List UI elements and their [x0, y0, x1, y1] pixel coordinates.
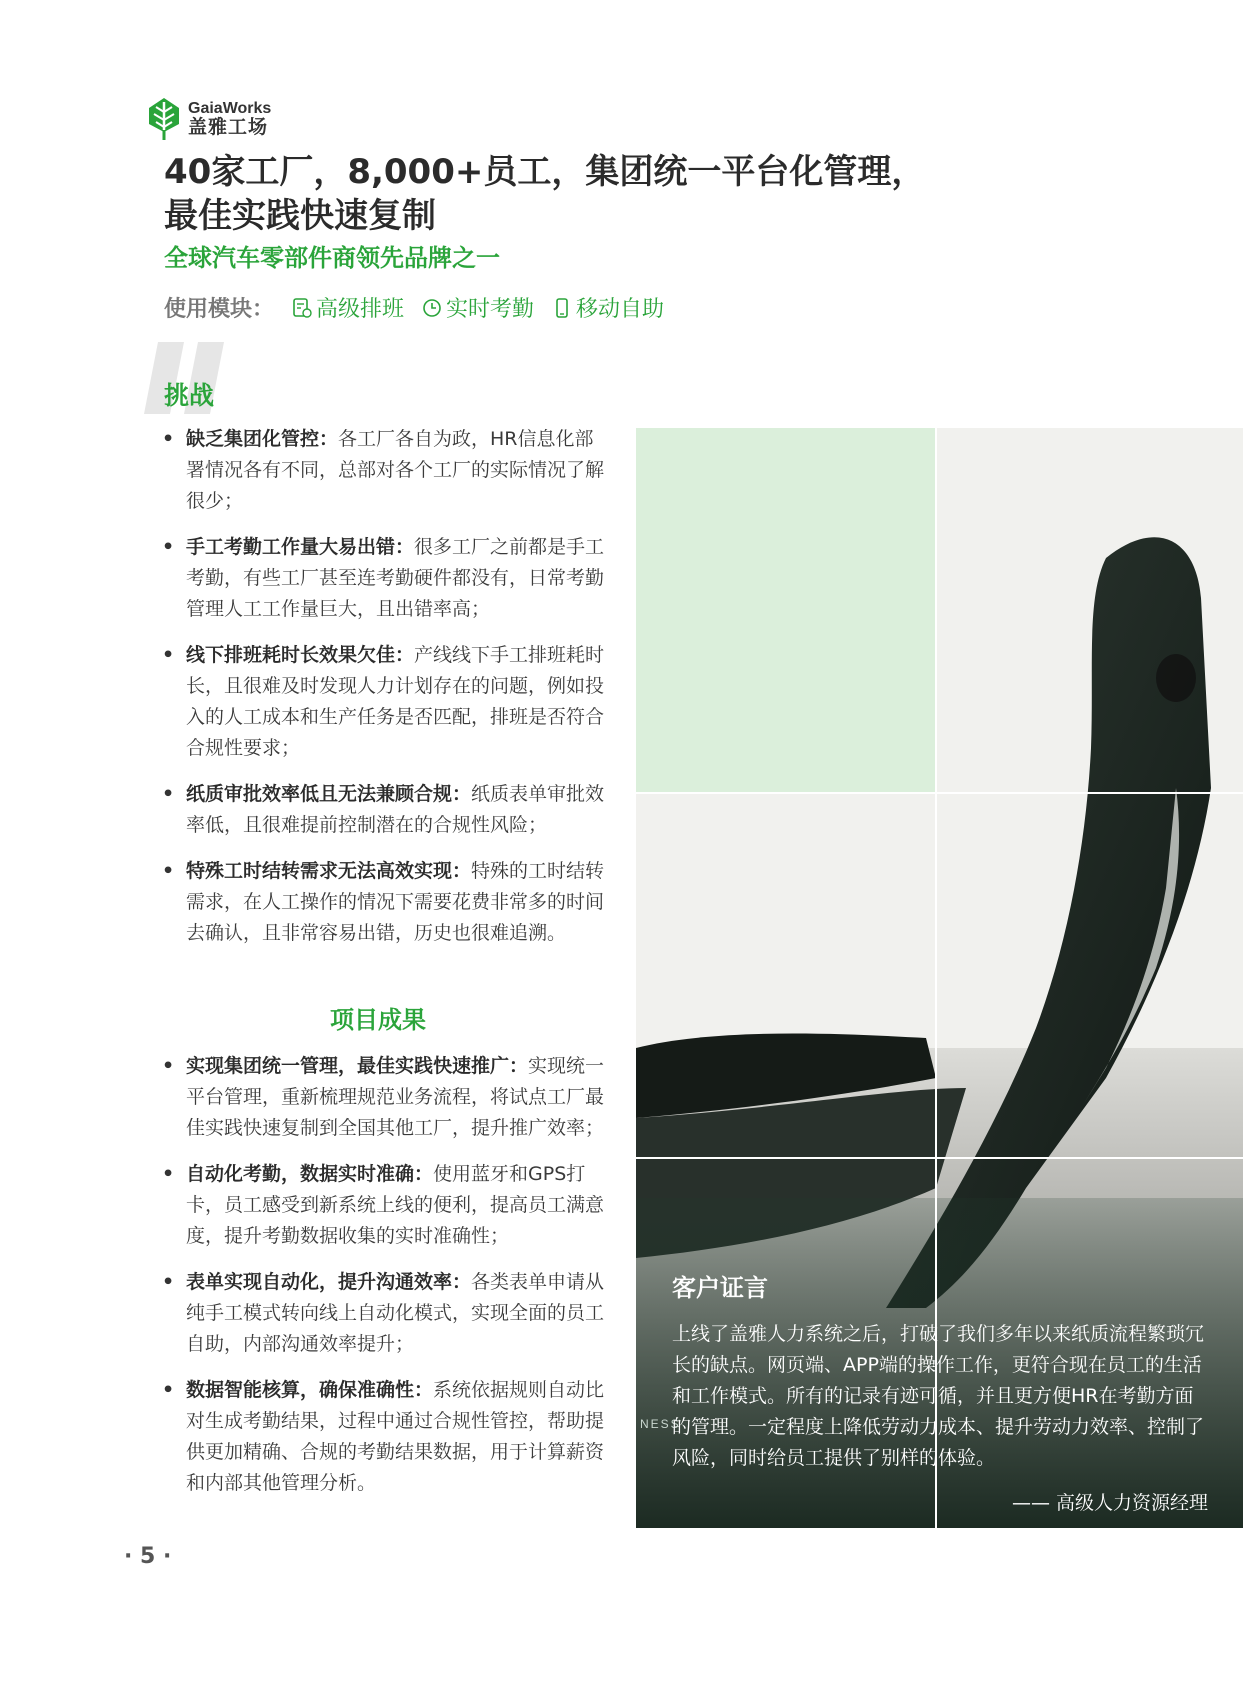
module-label: 高级排班 — [316, 297, 405, 322]
mobile-icon — [552, 297, 572, 319]
item-text: 特殊的工时结转需求，在人工操作的情况下需要花费非常多的时间去确认，且非常容易出错，历史也很难追溯。 — [186, 860, 605, 944]
item-bold: 实现集团统一管理，最佳实践快速推广： — [186, 1055, 529, 1077]
brand-name-en: GaiaWorks — [188, 99, 272, 117]
result-list — [160, 1051, 610, 1514]
tree-logo-icon — [146, 96, 182, 142]
page-title — [164, 150, 1064, 238]
title-line-1: 40家工厂，8,000+员工，集团统一平台化管理， — [164, 152, 926, 192]
item-bold: 纸质审批效率低且无法兼顾合规： — [186, 783, 472, 805]
page-subtitle: 全球汽车零部件商领先品牌之一 — [164, 244, 500, 272]
challenge-heading: 挑战 — [164, 381, 215, 410]
challenge-list — [160, 424, 610, 964]
item-bold: 缺乏集团化管控： — [186, 428, 339, 450]
testimonial-title: 客户证言 — [672, 1274, 768, 1302]
list-item: • 实现集团统一管理，最佳实践快速推广：实现统一平台管理，重新梳理规范业务流程，将试点工厂最佳实践快速复制到全国其他工厂，提升推广效率； — [162, 1055, 605, 1139]
item-bold: 数据智能核算，确保准确性： — [186, 1379, 434, 1401]
module-schedule — [292, 292, 404, 323]
testimonial-author: —— 高级人力资源经理 — [1011, 1492, 1208, 1514]
list-item: • 手工考勤工作量大易出错：很多工厂之前都是手工考勤，有些工厂甚至连考勤硬件都没有，日常考勤管理人工工作量巨大，且出错率高； — [162, 536, 605, 620]
result-heading: 项目成果 — [330, 1006, 426, 1034]
schedule-icon — [292, 297, 312, 319]
item-bold: 线下排班耗时长效果欠佳： — [186, 644, 415, 666]
list-item: • 自动化考勤，数据实时准确：使用蓝牙和GPS打卡，员工感受到新系统上线的便利，提高员工满意度，提升考勤数据收集的实时准确性； — [162, 1163, 605, 1247]
clock-icon — [422, 297, 442, 319]
list-item: • 纸质审批效率低且无法兼顾合规：纸质表单审批效率低，且很难提前控制潜在的合规性风险； — [162, 783, 605, 836]
item-text: 实现统一平台管理，重新梳理规范业务流程，将试点工厂最佳实践快速复制到全国其他工厂，提升推广效率； — [186, 1055, 605, 1139]
item-text: 纸质表单审批效率低，且很难提前控制潜在的合规性风险； — [186, 783, 605, 836]
item-text: 各类表单申请从纯手工模式转向线上自动化模式，实现全面的员工自助，内部沟通效率提升； — [186, 1271, 605, 1355]
item-bold: 自动化考勤，数据实时准确： — [186, 1163, 434, 1185]
item-text: 系统依据规则自动比对生成考勤结果，过程中通过合规性管控，帮助提供更加精确、合规的考勤结果数据，用于计算薪资和内部其他管理分析。 — [186, 1379, 605, 1494]
list-item: • 特殊工时结转需求无法高效实现：特殊的工时结转需求，在人工操作的情况下需要花费非常多的时间去确认，且非常容易出错，历史也很难追溯。 — [162, 860, 605, 944]
photo-caption: NESS — [640, 1417, 681, 1431]
testimonial-body: 上线了盖雅人力系统之后，打破了我们多年以来纸质流程繁琐冗长的缺点。网页端、APP端的操作工作，更符合现在员工的生活和工作模式。所有的记录有迹可循，并且更方便HR在考勤方面的管理。一定程度上降低劳动力成本、提升劳动力效率、控制了风险，同时给员工提供了别样的体验。 — [672, 1323, 1205, 1469]
item-bold: 表单实现自动化，提升沟通效率： — [186, 1271, 472, 1293]
list-item: • 线下排班耗时长效果欠佳：产线线下手工排班耗时长，且很难及时发现人力计划存在的问题，例如投入的人工成本和生产任务是否匹配，排班是否符合合规性要求； — [162, 644, 605, 759]
item-bold: 特殊工时结转需求无法高效实现： — [186, 860, 472, 882]
item-text: 很多工厂之前都是手工考勤，有些工厂甚至连考勤硬件都没有，日常考勤管理人工工作量巨大，且出错率高； — [186, 536, 605, 620]
module-mobile — [552, 292, 664, 323]
title-line-2: 最佳实践快速复制 — [164, 196, 436, 236]
page-number: · 5 · — [124, 1544, 172, 1569]
brand-name-cn: 盖雅工场 — [188, 116, 269, 139]
item-text: 使用蓝牙和GPS打卡，员工感受到新系统上线的便利，提高员工满意度，提升考勤数据收集的实时准确性； — [186, 1163, 605, 1247]
modules-label: 使用模块： — [164, 297, 275, 322]
item-bold: 手工考勤工作量大易出错： — [186, 536, 415, 558]
module-label: 移动自助 — [576, 297, 665, 322]
brand-logo — [146, 96, 271, 142]
list-item: • 表单实现自动化，提升沟通效率：各类表单申请从纯手工模式转向线上自动化模式，实现全面的员工自助，内部沟通效率提升； — [162, 1271, 605, 1355]
item-text: 各工厂各自为政，HR信息化部署情况各有不同，总部对各个工厂的实际情况了解很少； — [186, 428, 605, 512]
module-label: 实时考勤 — [446, 297, 535, 322]
testimonial — [672, 1268, 1212, 1515]
item-text: 产线线下手工排班耗时长，且很难及时发现人力计划存在的问题，例如投入的人工成本和生产任务是否匹配，排班是否符合合规性要求； — [186, 644, 605, 759]
modules-row — [164, 292, 664, 323]
module-attendance — [422, 292, 534, 323]
list-item: • 缺乏集团化管控：各工厂各自为政，HR信息化部署情况各有不同，总部对各个工厂的实际情况了解很少； — [162, 428, 605, 512]
list-item: • 数据智能核算，确保准确性：系统依据规则自动比对生成考勤结果，过程中通过合规性管控，帮助提供更加精确、合规的考勤结果数据，用于计算薪资和内部其他管理分析。 — [162, 1379, 605, 1494]
